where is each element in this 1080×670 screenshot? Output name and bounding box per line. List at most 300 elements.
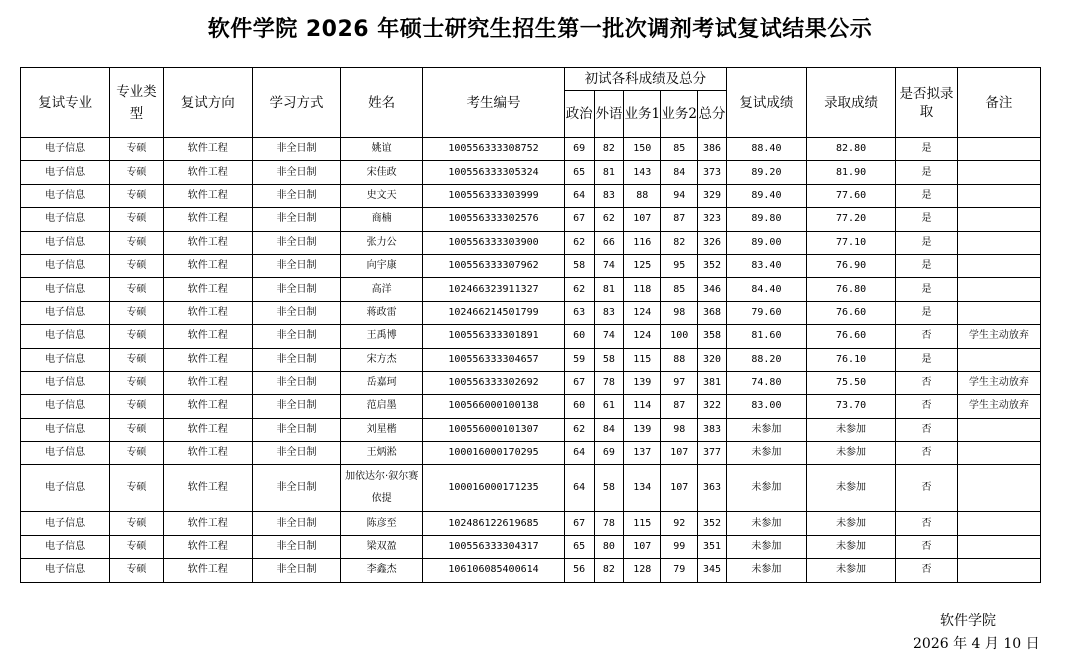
cell-politics: 67 — [564, 208, 594, 231]
cell-course2: 94 — [661, 184, 698, 207]
results-table — [20, 67, 1041, 583]
header-major: 复试专业 — [21, 68, 110, 138]
cell-major: 电子信息 — [21, 512, 110, 535]
cell-major: 电子信息 — [21, 442, 110, 465]
cell-note — [957, 348, 1040, 371]
cell-total: 346 — [698, 278, 727, 301]
cell-total: 383 — [698, 418, 727, 441]
table-row — [21, 395, 1041, 418]
table-row — [21, 301, 1041, 324]
cell-admission: 未参加 — [806, 442, 895, 465]
cell-admission: 75.50 — [806, 371, 895, 394]
cell-direction: 软件工程 — [163, 512, 252, 535]
cell-type: 专硕 — [110, 231, 163, 254]
header-total: 总分 — [698, 91, 727, 138]
cell-mode: 非全日制 — [252, 512, 340, 535]
cell-course1: 114 — [624, 395, 661, 418]
cell-admission: 77.20 — [806, 208, 895, 231]
cell-type: 专硕 — [110, 559, 163, 582]
cell-note — [957, 184, 1040, 207]
cell-note — [957, 138, 1040, 161]
table-row — [21, 465, 1041, 512]
cell-politics: 59 — [564, 348, 594, 371]
cell-mode: 非全日制 — [252, 138, 340, 161]
table-row — [21, 278, 1041, 301]
cell-course1: 88 — [624, 184, 661, 207]
cell-retest: 未参加 — [726, 535, 806, 558]
cell-name: 史文天 — [341, 184, 423, 207]
cell-mode: 非全日制 — [252, 278, 340, 301]
header-admit: 是否拟录取 — [896, 68, 958, 138]
cell-course2: 87 — [661, 208, 698, 231]
cell-direction: 软件工程 — [163, 161, 252, 184]
table-row — [21, 559, 1041, 582]
cell-direction: 软件工程 — [163, 465, 252, 512]
cell-direction: 软件工程 — [163, 278, 252, 301]
cell-type: 专硕 — [110, 418, 163, 441]
cell-type: 专硕 — [110, 138, 163, 161]
cell-mode: 非全日制 — [252, 184, 340, 207]
cell-exam-no: 102466323911327 — [423, 278, 565, 301]
cell-retest: 83.40 — [726, 254, 806, 277]
cell-foreign: 82 — [594, 559, 624, 582]
cell-total: 326 — [698, 231, 727, 254]
table-row — [21, 184, 1041, 207]
cell-admission: 76.90 — [806, 254, 895, 277]
cell-exam-no: 100556333305324 — [423, 161, 565, 184]
cell-mode: 非全日制 — [252, 442, 340, 465]
cell-type: 专硕 — [110, 184, 163, 207]
cell-politics: 63 — [564, 301, 594, 324]
cell-major: 电子信息 — [21, 418, 110, 441]
cell-direction: 软件工程 — [163, 442, 252, 465]
cell-name: 加依达尔·叙尔赛依提 — [341, 465, 423, 512]
cell-exam-no: 102486122619685 — [423, 512, 565, 535]
cell-politics: 67 — [564, 371, 594, 394]
cell-admit: 否 — [896, 395, 958, 418]
cell-type: 专硕 — [110, 395, 163, 418]
cell-exam-no: 106106085400614 — [423, 559, 565, 582]
cell-admission: 76.10 — [806, 348, 895, 371]
cell-major: 电子信息 — [21, 208, 110, 231]
cell-politics: 60 — [564, 325, 594, 348]
cell-foreign: 78 — [594, 371, 624, 394]
cell-exam-no: 100556333303999 — [423, 184, 565, 207]
cell-course1: 116 — [624, 231, 661, 254]
cell-course2: 95 — [661, 254, 698, 277]
cell-admission: 77.60 — [806, 184, 895, 207]
cell-course1: 128 — [624, 559, 661, 582]
cell-politics: 62 — [564, 231, 594, 254]
table-row — [21, 535, 1041, 558]
cell-foreign: 69 — [594, 442, 624, 465]
cell-foreign: 62 — [594, 208, 624, 231]
cell-foreign: 80 — [594, 535, 624, 558]
cell-note: 学生主动放弃 — [957, 395, 1040, 418]
cell-admit: 否 — [896, 559, 958, 582]
cell-name: 李鑫杰 — [341, 559, 423, 582]
cell-total: 352 — [698, 254, 727, 277]
cell-mode: 非全日制 — [252, 208, 340, 231]
table-row — [21, 254, 1041, 277]
cell-name: 王炳淞 — [341, 442, 423, 465]
cell-admission: 76.60 — [806, 325, 895, 348]
cell-admission: 未参加 — [806, 559, 895, 582]
cell-major: 电子信息 — [21, 325, 110, 348]
header-mode: 学习方式 — [252, 68, 340, 138]
cell-note: 学生主动放弃 — [957, 325, 1040, 348]
cell-name: 高洋 — [341, 278, 423, 301]
cell-major: 电子信息 — [21, 395, 110, 418]
cell-exam-no: 100556333304317 — [423, 535, 565, 558]
table-row — [21, 325, 1041, 348]
cell-name: 岳嘉珂 — [341, 371, 423, 394]
cell-total: 377 — [698, 442, 727, 465]
cell-admission: 76.60 — [806, 301, 895, 324]
cell-exam-no: 100556333308752 — [423, 138, 565, 161]
table-header — [21, 68, 1041, 138]
cell-mode: 非全日制 — [252, 559, 340, 582]
cell-name: 商楠 — [341, 208, 423, 231]
cell-foreign: 81 — [594, 161, 624, 184]
cell-course2: 85 — [661, 138, 698, 161]
cell-course2: 99 — [661, 535, 698, 558]
cell-type: 专硕 — [110, 278, 163, 301]
cell-exam-no: 100556333304657 — [423, 348, 565, 371]
cell-admission: 未参加 — [806, 512, 895, 535]
cell-major: 电子信息 — [21, 184, 110, 207]
cell-foreign: 81 — [594, 278, 624, 301]
cell-direction: 软件工程 — [163, 535, 252, 558]
cell-note: 学生主动放弃 — [957, 371, 1040, 394]
cell-admit: 是 — [896, 138, 958, 161]
cell-name: 姚谊 — [341, 138, 423, 161]
cell-note — [957, 208, 1040, 231]
cell-exam-no: 100556333302576 — [423, 208, 565, 231]
cell-note — [957, 161, 1040, 184]
cell-note — [957, 301, 1040, 324]
cell-course1: 115 — [624, 348, 661, 371]
cell-name: 陈彦至 — [341, 512, 423, 535]
cell-politics: 56 — [564, 559, 594, 582]
cell-course2: 87 — [661, 395, 698, 418]
cell-type: 专硕 — [110, 442, 163, 465]
cell-course2: 100 — [661, 325, 698, 348]
cell-admit: 是 — [896, 208, 958, 231]
cell-direction: 软件工程 — [163, 184, 252, 207]
cell-admission: 76.80 — [806, 278, 895, 301]
cell-admit: 是 — [896, 301, 958, 324]
cell-politics: 64 — [564, 184, 594, 207]
cell-total: 322 — [698, 395, 727, 418]
cell-course1: 139 — [624, 418, 661, 441]
cell-total: 373 — [698, 161, 727, 184]
cell-major: 电子信息 — [21, 348, 110, 371]
cell-total: 320 — [698, 348, 727, 371]
cell-direction: 软件工程 — [163, 418, 252, 441]
cell-course1: 150 — [624, 138, 661, 161]
header-foreign: 外语 — [594, 91, 624, 138]
cell-course2: 98 — [661, 418, 698, 441]
cell-course2: 85 — [661, 278, 698, 301]
cell-retest: 83.00 — [726, 395, 806, 418]
cell-note — [957, 442, 1040, 465]
cell-name: 王禹博 — [341, 325, 423, 348]
cell-direction: 软件工程 — [163, 208, 252, 231]
cell-note — [957, 254, 1040, 277]
cell-admission: 未参加 — [806, 418, 895, 441]
cell-retest: 88.40 — [726, 138, 806, 161]
cell-note — [957, 512, 1040, 535]
cell-name: 蒋政雷 — [341, 301, 423, 324]
cell-total: 323 — [698, 208, 727, 231]
cell-admission: 73.70 — [806, 395, 895, 418]
cell-retest: 未参加 — [726, 559, 806, 582]
cell-note — [957, 559, 1040, 582]
cell-politics: 64 — [564, 442, 594, 465]
cell-note — [957, 278, 1040, 301]
cell-admit: 是 — [896, 254, 958, 277]
cell-foreign: 61 — [594, 395, 624, 418]
cell-name: 向宇康 — [341, 254, 423, 277]
cell-total: 329 — [698, 184, 727, 207]
cell-major: 电子信息 — [21, 278, 110, 301]
cell-retest: 79.60 — [726, 301, 806, 324]
cell-name: 刘星楷 — [341, 418, 423, 441]
header-admission: 录取成绩 — [806, 68, 895, 138]
cell-major: 电子信息 — [21, 138, 110, 161]
cell-foreign: 78 — [594, 512, 624, 535]
cell-type: 专硕 — [110, 254, 163, 277]
table-row — [21, 231, 1041, 254]
table-body — [21, 138, 1041, 583]
cell-politics: 65 — [564, 535, 594, 558]
cell-admit: 是 — [896, 161, 958, 184]
cell-admit: 否 — [896, 512, 958, 535]
cell-direction: 软件工程 — [163, 301, 252, 324]
table-row — [21, 161, 1041, 184]
cell-total: 358 — [698, 325, 727, 348]
cell-retest: 未参加 — [726, 465, 806, 512]
cell-politics: 67 — [564, 512, 594, 535]
cell-retest: 未参加 — [726, 512, 806, 535]
cell-foreign: 82 — [594, 138, 624, 161]
cell-politics: 69 — [564, 138, 594, 161]
cell-type: 专硕 — [110, 512, 163, 535]
cell-politics: 62 — [564, 278, 594, 301]
cell-exam-no: 100556333307962 — [423, 254, 565, 277]
cell-note — [957, 465, 1040, 512]
table-row — [21, 208, 1041, 231]
cell-type: 专硕 — [110, 301, 163, 324]
cell-foreign: 84 — [594, 418, 624, 441]
cell-retest: 84.40 — [726, 278, 806, 301]
header-name: 姓名 — [341, 68, 423, 138]
cell-retest: 未参加 — [726, 418, 806, 441]
header-exam-no: 考生编号 — [423, 68, 565, 138]
cell-type: 专硕 — [110, 325, 163, 348]
cell-admit: 是 — [896, 184, 958, 207]
cell-course2: 79 — [661, 559, 698, 582]
cell-direction: 软件工程 — [163, 231, 252, 254]
cell-course2: 82 — [661, 231, 698, 254]
cell-direction: 软件工程 — [163, 395, 252, 418]
cell-major: 电子信息 — [21, 535, 110, 558]
cell-total: 345 — [698, 559, 727, 582]
table-row — [21, 348, 1041, 371]
cell-foreign: 74 — [594, 325, 624, 348]
table-row — [21, 371, 1041, 394]
footer-date: 2026 年 4 月 10 日 — [913, 636, 1040, 652]
cell-politics: 62 — [564, 418, 594, 441]
cell-mode: 非全日制 — [252, 348, 340, 371]
header-type: 专业类型 — [110, 68, 163, 138]
cell-mode: 非全日制 — [252, 535, 340, 558]
table-row — [21, 442, 1041, 465]
cell-course1: 124 — [624, 301, 661, 324]
cell-admission: 未参加 — [806, 535, 895, 558]
cell-major: 电子信息 — [21, 371, 110, 394]
cell-type: 专硕 — [110, 371, 163, 394]
cell-retest: 89.20 — [726, 161, 806, 184]
cell-admission: 未参加 — [806, 465, 895, 512]
cell-major: 电子信息 — [21, 231, 110, 254]
cell-mode: 非全日制 — [252, 325, 340, 348]
cell-direction: 软件工程 — [163, 559, 252, 582]
cell-direction: 软件工程 — [163, 325, 252, 348]
cell-type: 专硕 — [110, 535, 163, 558]
cell-politics: 58 — [564, 254, 594, 277]
cell-major: 电子信息 — [21, 301, 110, 324]
cell-mode: 非全日制 — [252, 465, 340, 512]
cell-course1: 139 — [624, 371, 661, 394]
cell-total: 386 — [698, 138, 727, 161]
cell-mode: 非全日制 — [252, 371, 340, 394]
cell-course1: 137 — [624, 442, 661, 465]
cell-exam-no: 102466214501799 — [423, 301, 565, 324]
cell-exam-no: 100566000100138 — [423, 395, 565, 418]
cell-mode: 非全日制 — [252, 301, 340, 324]
cell-exam-no: 100016000170295 — [423, 442, 565, 465]
cell-name: 宋方杰 — [341, 348, 423, 371]
cell-major: 电子信息 — [21, 465, 110, 512]
cell-exam-no: 100556333302692 — [423, 371, 565, 394]
header-prelim-group: 初试各科成绩及总分 — [564, 68, 726, 91]
cell-foreign: 58 — [594, 348, 624, 371]
table-row — [21, 138, 1041, 161]
cell-retest: 未参加 — [726, 442, 806, 465]
cell-foreign: 83 — [594, 301, 624, 324]
cell-note — [957, 418, 1040, 441]
cell-foreign: 66 — [594, 231, 624, 254]
cell-retest: 89.40 — [726, 184, 806, 207]
cell-mode: 非全日制 — [252, 231, 340, 254]
cell-retest: 88.20 — [726, 348, 806, 371]
header-politics: 政治 — [564, 91, 594, 138]
cell-major: 电子信息 — [21, 161, 110, 184]
cell-foreign: 58 — [594, 465, 624, 512]
cell-exam-no: 100556333301891 — [423, 325, 565, 348]
cell-total: 368 — [698, 301, 727, 324]
header-course1: 业务1 — [624, 91, 661, 138]
cell-foreign: 83 — [594, 184, 624, 207]
cell-mode: 非全日制 — [252, 254, 340, 277]
cell-name: 范启墨 — [341, 395, 423, 418]
cell-course2: 107 — [661, 465, 698, 512]
cell-total: 352 — [698, 512, 727, 535]
cell-mode: 非全日制 — [252, 161, 340, 184]
cell-admit: 是 — [896, 231, 958, 254]
cell-direction: 软件工程 — [163, 348, 252, 371]
cell-course1: 143 — [624, 161, 661, 184]
cell-politics: 60 — [564, 395, 594, 418]
table-row — [21, 418, 1041, 441]
cell-politics: 64 — [564, 465, 594, 512]
cell-retest: 89.80 — [726, 208, 806, 231]
cell-foreign: 74 — [594, 254, 624, 277]
table-row — [21, 512, 1041, 535]
header-note: 备注 — [957, 68, 1040, 138]
cell-admit: 否 — [896, 371, 958, 394]
page-title: 软件学院 2026 年硕士研究生招生第一批次调剂考试复试结果公示 — [207, 17, 873, 42]
cell-course1: 118 — [624, 278, 661, 301]
cell-admit: 否 — [896, 325, 958, 348]
cell-admit: 是 — [896, 278, 958, 301]
cell-admission: 77.10 — [806, 231, 895, 254]
header-retest: 复试成绩 — [726, 68, 806, 138]
cell-retest: 81.60 — [726, 325, 806, 348]
cell-total: 351 — [698, 535, 727, 558]
cell-course1: 134 — [624, 465, 661, 512]
header-direction: 复试方向 — [163, 68, 252, 138]
cell-course1: 107 — [624, 535, 661, 558]
cell-admit: 否 — [896, 465, 958, 512]
cell-course2: 107 — [661, 442, 698, 465]
cell-mode: 非全日制 — [252, 395, 340, 418]
cell-type: 专硕 — [110, 465, 163, 512]
cell-admission: 81.90 — [806, 161, 895, 184]
cell-note — [957, 535, 1040, 558]
cell-admit: 否 — [896, 418, 958, 441]
cell-type: 专硕 — [110, 348, 163, 371]
cell-major: 电子信息 — [21, 254, 110, 277]
cell-total: 381 — [698, 371, 727, 394]
cell-name: 宋佳政 — [341, 161, 423, 184]
cell-politics: 65 — [564, 161, 594, 184]
cell-name: 梁双盈 — [341, 535, 423, 558]
cell-retest: 89.00 — [726, 231, 806, 254]
cell-name: 张力公 — [341, 231, 423, 254]
cell-type: 专硕 — [110, 161, 163, 184]
cell-total: 363 — [698, 465, 727, 512]
cell-course1: 115 — [624, 512, 661, 535]
cell-course1: 124 — [624, 325, 661, 348]
cell-direction: 软件工程 — [163, 254, 252, 277]
cell-course1: 125 — [624, 254, 661, 277]
cell-type: 专硕 — [110, 208, 163, 231]
cell-exam-no: 100556333303900 — [423, 231, 565, 254]
cell-course1: 107 — [624, 208, 661, 231]
cell-course2: 97 — [661, 371, 698, 394]
cell-course2: 92 — [661, 512, 698, 535]
cell-admission: 82.80 — [806, 138, 895, 161]
cell-course2: 98 — [661, 301, 698, 324]
cell-direction: 软件工程 — [163, 371, 252, 394]
cell-mode: 非全日制 — [252, 418, 340, 441]
cell-admit: 否 — [896, 535, 958, 558]
cell-direction: 软件工程 — [163, 138, 252, 161]
header-course2: 业务2 — [661, 91, 698, 138]
